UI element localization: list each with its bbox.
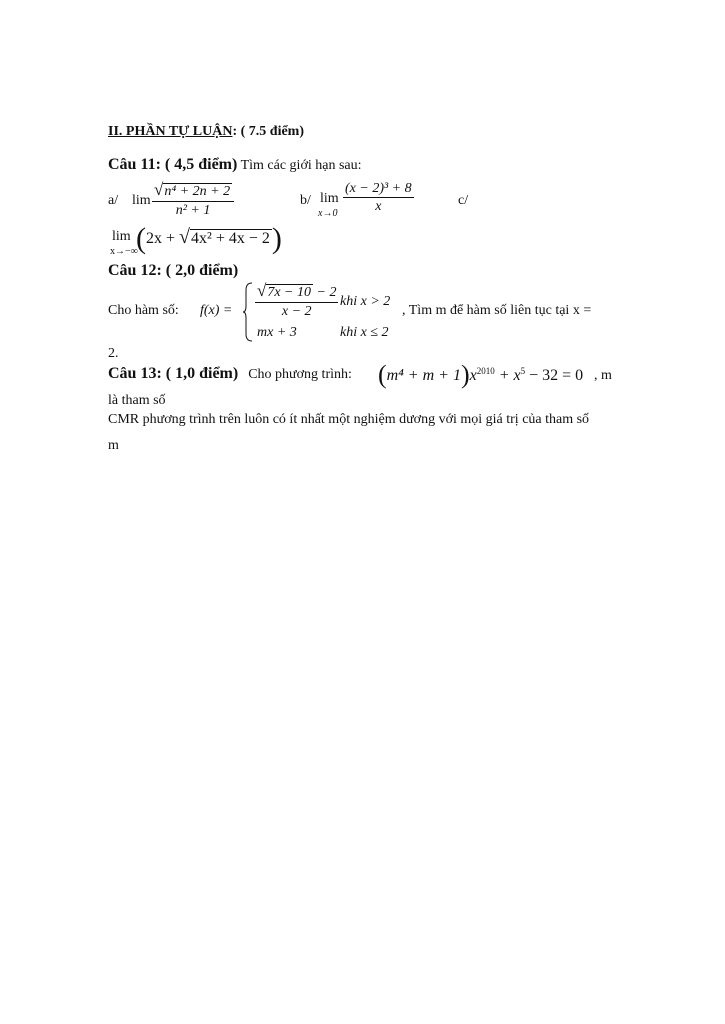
section-heading	[108, 124, 304, 140]
q12-case2-expr: mx + 3	[257, 325, 297, 340]
q13-comma-m: , m	[594, 368, 612, 383]
q11c-radicand: 4x² + 4x − 2	[191, 230, 270, 247]
q11a-num: n⁴ + 2n + 2	[164, 184, 231, 199]
q13-title: Câu 13: ( 1,0 điểm)	[108, 365, 239, 382]
q13-eq-exp: 2010	[476, 366, 495, 376]
q11c-sub: x→−∞	[110, 246, 138, 257]
q11b-den: x	[375, 199, 382, 215]
q11c-expr-a: 2x +	[146, 230, 180, 247]
q11b-sub: x→0	[318, 208, 338, 219]
q12-case2-cond: khi x ≤ 2	[340, 325, 389, 340]
q12-case1-radicand: 7x − 10	[267, 285, 312, 300]
q13-eq-tail: − 32 = 0	[525, 367, 584, 384]
q11a-den: n² + 1	[175, 203, 211, 219]
q11b-lim: lim	[320, 191, 339, 206]
q11b-fraction	[343, 181, 414, 215]
q12-case1-den: x − 2	[281, 304, 312, 320]
section-title: II. PHẦN TỰ LUẬN	[108, 124, 233, 139]
q13-line3: CMR phương trình trên luôn có ít nhất một nghiệm dương với mọi giá trị của tham số	[108, 412, 590, 427]
q12-case1: $\frac{√7x - 10 - 2}{x - 2}$	[257, 281, 337, 320]
q11b-label: b/	[300, 193, 311, 208]
q11a-lim: lim	[132, 193, 151, 208]
q13-equation: $(m^4 + m + 1)x^{2010} + x^5 - 32 = 0$	[378, 360, 584, 389]
q12-lead: Cho hàm số:	[108, 303, 179, 318]
q11-header	[108, 156, 362, 174]
q12-wrap: 2.	[108, 346, 119, 361]
q13-line2: là tham số	[108, 393, 166, 408]
q13-eq-exp2: 5	[520, 366, 526, 376]
q11b-num: (x − 2)³ + 8	[343, 181, 414, 198]
q13-eq-inner: m⁴ + m + 1	[386, 367, 461, 384]
q13-eq-x: x	[469, 367, 477, 384]
section-points: : ( 7.5 điểm)	[232, 124, 305, 139]
q11c-expression: (2x + √4x² + 4x − 2)	[136, 222, 282, 255]
q11a-fraction: $\frac{\text{√n⁴ + 2n + 2}}{\text{n² + 1}}$	[152, 181, 234, 218]
q11-title: Câu 11: ( 4,5 điểm)	[108, 156, 238, 173]
q12-tail: , Tìm m để hàm số liên tục tại x =	[402, 303, 592, 318]
q11c-lim: lim	[112, 229, 131, 244]
q13-line1	[108, 365, 352, 383]
q12-case1-cond: khi x > 2	[340, 294, 391, 309]
q13-line4: m	[108, 438, 119, 453]
q13-eq-plus: + x	[494, 367, 521, 384]
q12-case1-num-tail: − 2	[313, 285, 337, 300]
q11c-label: c/	[458, 193, 469, 208]
q11-text: Tìm các giới hạn sau:	[237, 158, 362, 173]
q12-brace	[242, 282, 254, 342]
q12-fx: f(x) =	[200, 303, 233, 318]
q11a-label: a/	[108, 193, 119, 208]
q13-lead: Cho phương trình:	[248, 367, 352, 382]
q12-title: Câu 12: ( 2,0 điểm)	[108, 262, 239, 279]
